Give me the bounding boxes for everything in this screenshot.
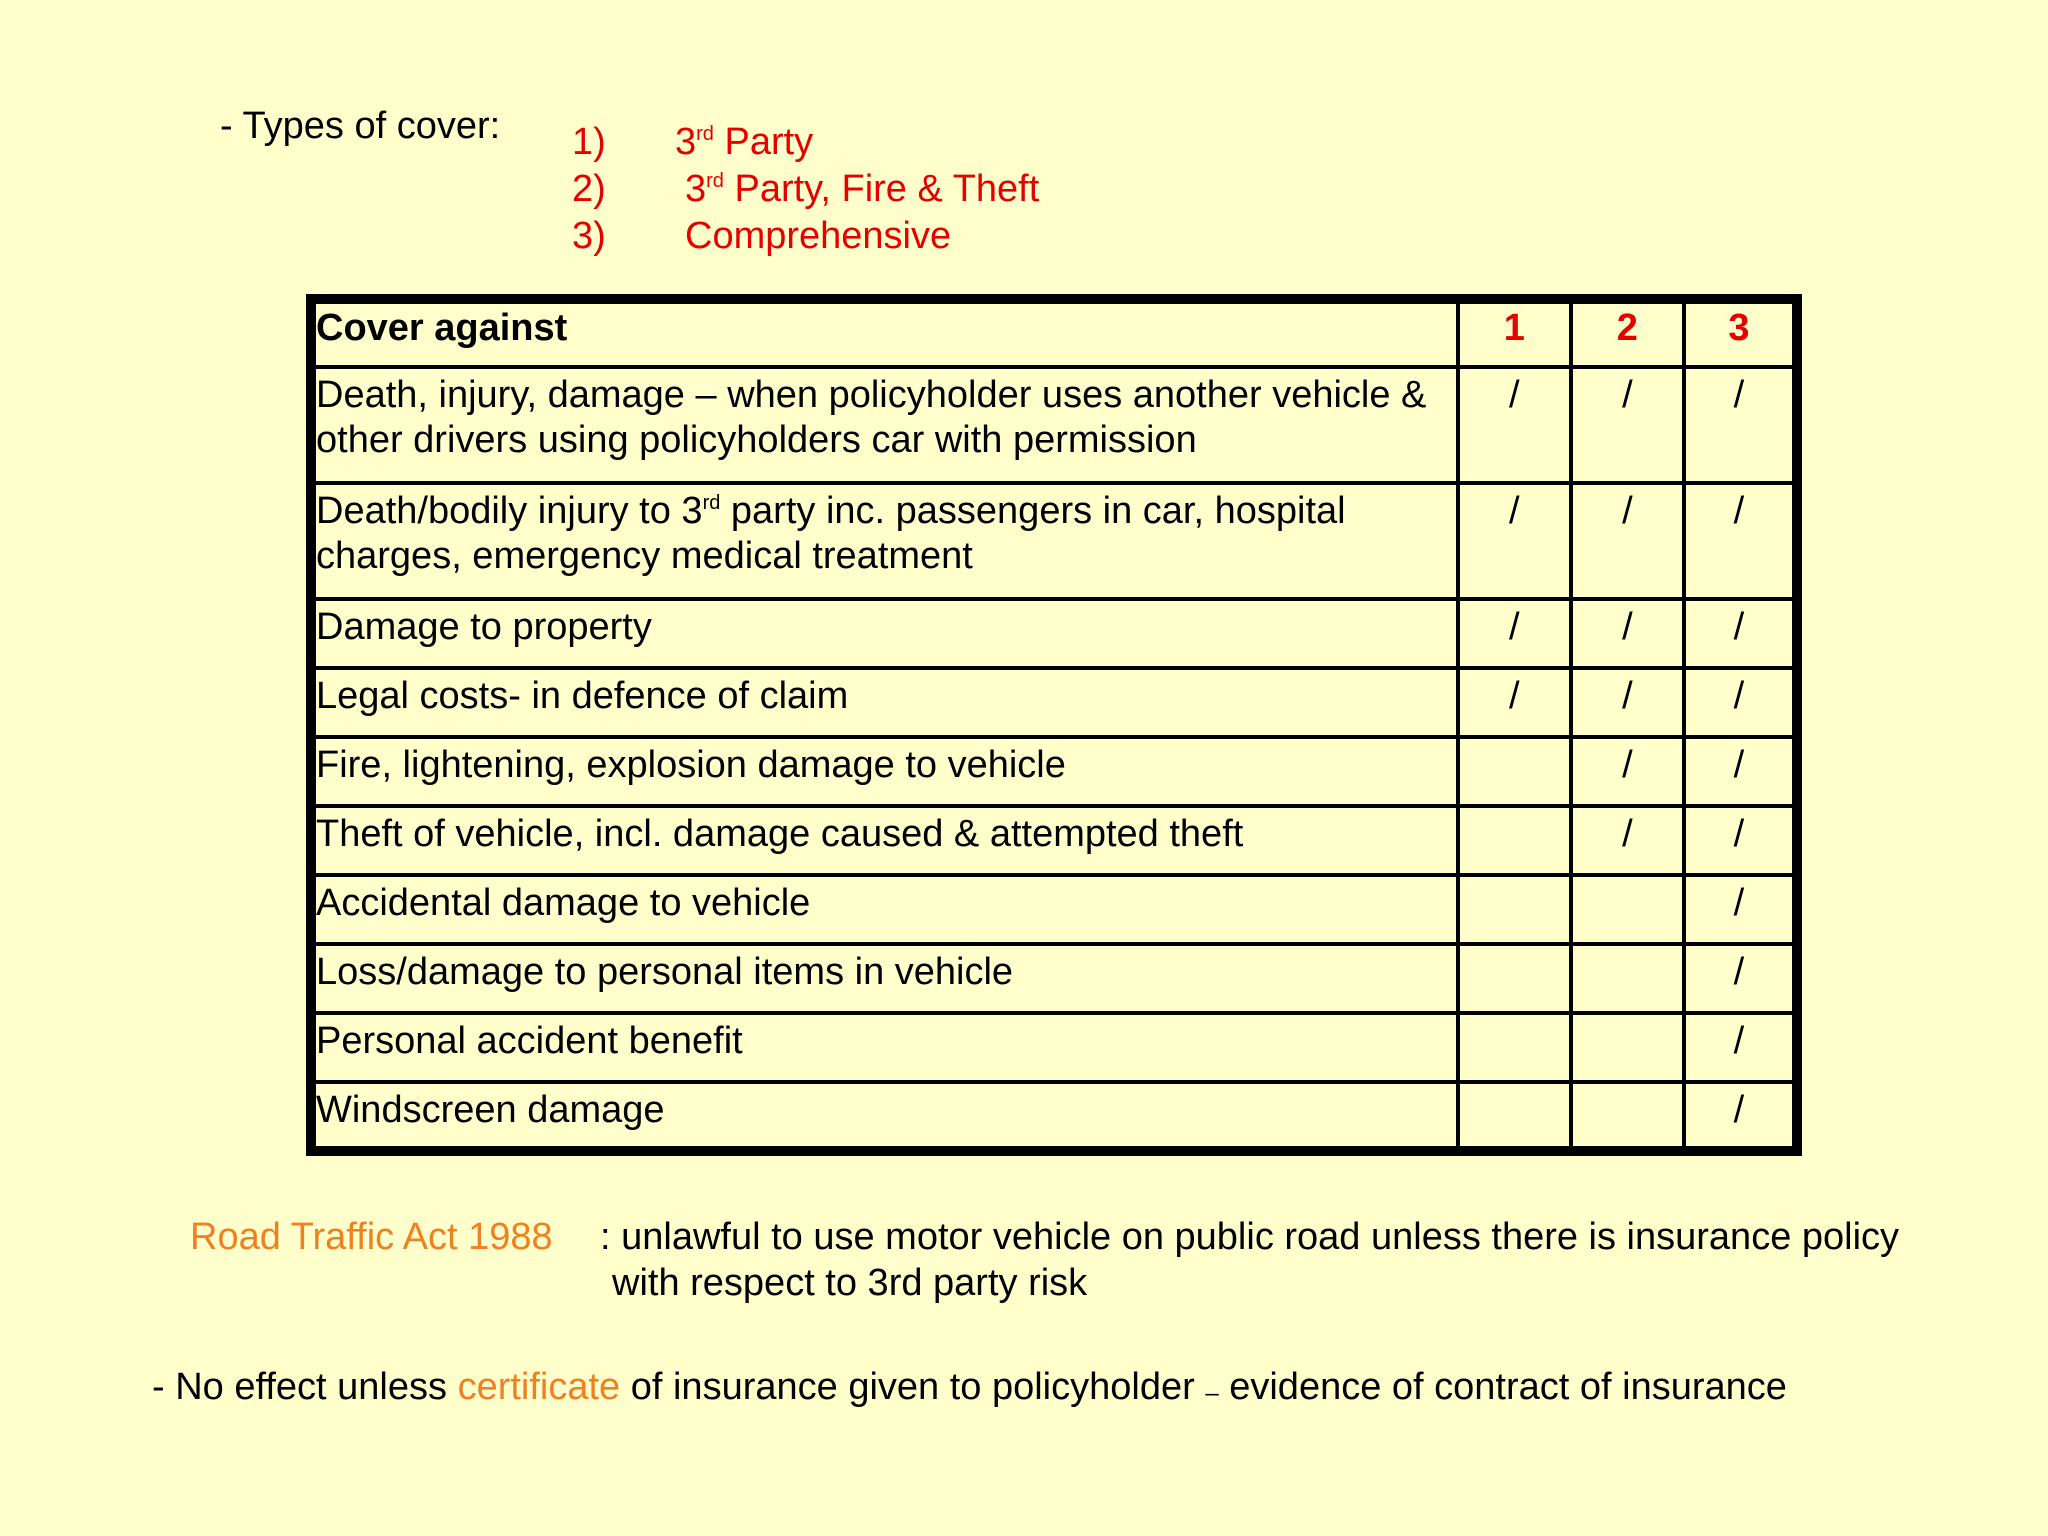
row-mark-col-3: /	[1684, 875, 1797, 944]
row-mark-col-1	[1458, 737, 1571, 806]
table-row	[311, 1013, 1797, 1082]
cover-type-1	[572, 120, 1072, 164]
row-mark-col-1: /	[1458, 668, 1571, 737]
cover-type-number: 1)	[572, 121, 606, 163]
row-mark-col-3: /	[1684, 1082, 1797, 1151]
row-mark-col-3: /	[1684, 599, 1797, 668]
row-mark-col-1: /	[1458, 367, 1571, 483]
row-mark-col-2: /	[1571, 806, 1684, 875]
table-row	[311, 875, 1797, 944]
row-description: Accidental damage to vehicle	[311, 875, 1458, 944]
table-row	[311, 599, 1797, 668]
row-description: Death/bodily injury to 3rd party inc. passengers in car, hospital charges, emergency medical treatment	[311, 483, 1458, 599]
row-mark-col-2: /	[1571, 599, 1684, 668]
cover-type-number: 3)	[572, 215, 606, 257]
row-description: Death, injury, damage – when policyholder uses another vehicle & other drivers using policyholders car with permission	[311, 367, 1458, 483]
row-mark-col-1: /	[1458, 483, 1571, 599]
row-mark-col-3: /	[1684, 944, 1797, 1013]
row-mark-col-1	[1458, 944, 1571, 1013]
row-mark-col-1: /	[1458, 599, 1571, 668]
cover-type-label: 3rd Party	[675, 121, 814, 163]
row-mark-col-1	[1458, 1082, 1571, 1151]
table-row	[311, 367, 1797, 483]
cover-type-2	[572, 167, 1172, 211]
table-row	[311, 483, 1797, 599]
row-mark-col-2: /	[1571, 668, 1684, 737]
row-mark-col-2	[1571, 1082, 1684, 1151]
row-mark-col-3: /	[1684, 806, 1797, 875]
act-name: Road Traffic Act 1988	[190, 1216, 553, 1258]
row-mark-col-2: /	[1571, 483, 1684, 599]
row-mark-col-2: /	[1571, 367, 1684, 483]
row-mark-col-2: /	[1571, 737, 1684, 806]
header-col-1: 1	[1458, 299, 1571, 367]
table-header-row	[311, 299, 1797, 367]
table-row	[311, 668, 1797, 737]
row-description: Fire, lightening, explosion damage to vehicle	[311, 737, 1458, 806]
row-mark-col-1	[1458, 1013, 1571, 1082]
table-row	[311, 944, 1797, 1013]
certificate-note: - No effect unless certificate of insurance given to policyholder – evidence of contract of insurance	[152, 1366, 1787, 1408]
header-col-3: 3	[1684, 299, 1797, 367]
cover-type-3	[572, 214, 1072, 258]
table-row	[311, 1082, 1797, 1151]
row-mark-col-1	[1458, 806, 1571, 875]
header-col-2: 2	[1571, 299, 1684, 367]
cover-type-label: 3rd Party, Fire & Theft	[685, 168, 1040, 210]
act-description: : unlawful to use motor vehicle on public road unless there is insurance policy with respect to 3rd party risk	[600, 1216, 1900, 1304]
row-description: Loss/damage to personal items in vehicle	[311, 944, 1458, 1013]
row-description: Windscreen damage	[311, 1082, 1458, 1151]
header-cover-against: Cover against	[311, 299, 1458, 367]
row-mark-col-2	[1571, 875, 1684, 944]
row-mark-col-2	[1571, 1013, 1684, 1082]
table-row	[311, 806, 1797, 875]
row-description: Legal costs- in defence of claim	[311, 668, 1458, 737]
row-mark-col-3: /	[1684, 668, 1797, 737]
cover-type-number: 2)	[572, 168, 606, 210]
row-mark-col-3: /	[1684, 1013, 1797, 1082]
cover-comparison-table	[306, 294, 1802, 1156]
row-description: Damage to property	[311, 599, 1458, 668]
table-row	[311, 737, 1797, 806]
row-mark-col-2	[1571, 944, 1684, 1013]
row-mark-col-3: /	[1684, 367, 1797, 483]
types-of-cover-label: - Types of cover:	[220, 105, 501, 147]
certificate-highlight: certificate	[457, 1366, 621, 1408]
row-mark-col-3: /	[1684, 483, 1797, 599]
row-description: Personal accident benefit	[311, 1013, 1458, 1082]
cover-type-label: Comprehensive	[685, 215, 952, 257]
row-mark-col-1	[1458, 875, 1571, 944]
row-mark-col-3: /	[1684, 737, 1797, 806]
row-description: Theft of vehicle, incl. damage caused & attempted theft	[311, 806, 1458, 875]
